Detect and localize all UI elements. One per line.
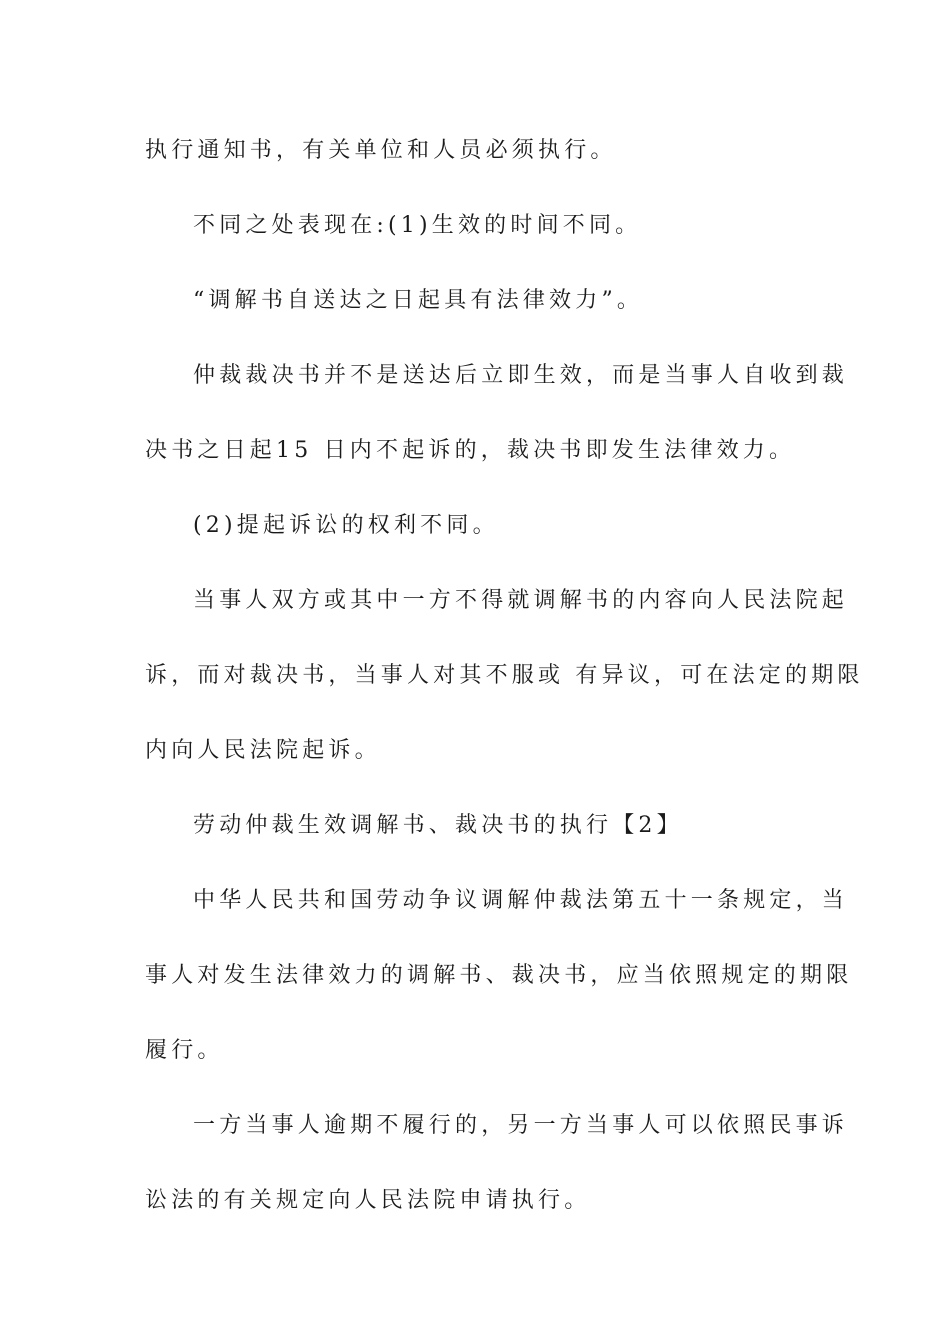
text-line: 仲裁裁决书并不是送达后立即生效，而是当事人自收到裁 xyxy=(193,363,849,388)
text-line: (2)提起诉讼的权利不同。 xyxy=(193,513,499,538)
text-line: 讼法的有关规定向人民法院申请执行。 xyxy=(145,1188,591,1213)
text-line: 当事人双方或其中一方不得就调解书的内容向人民法院起 xyxy=(193,588,849,613)
text-line: 执行通知书，有关单位和人员必须执行。 xyxy=(145,138,617,163)
text-line: 一方当事人逾期不履行的，另一方当事人可以依照民事诉 xyxy=(193,1113,849,1138)
text-line: 不同之处表现在:(1)生效的时间不同。 xyxy=(193,213,642,238)
section-heading: 劳动仲裁生效调解书、裁决书的执行【2】 xyxy=(193,813,683,838)
text-line: 中华人民共和国劳动争议调解仲裁法第五十一条规定，当 xyxy=(193,888,849,913)
text-line: 决书之日起15 日内不起诉的，裁决书即发生法律效力。 xyxy=(145,438,796,463)
text-line: 内向人民法院起诉。 xyxy=(145,738,381,763)
text-line: 事人对发生法律效力的调解书、裁决书，应当依照规定的期限 xyxy=(145,963,853,988)
text-line: “调解书自送达之日起具有法律效力”。 xyxy=(193,288,644,313)
text-line: 诉，而对裁决书，当事人对其不服或 有异议，可在法定的期限 xyxy=(145,663,864,688)
text-line: 履行。 xyxy=(145,1038,224,1063)
